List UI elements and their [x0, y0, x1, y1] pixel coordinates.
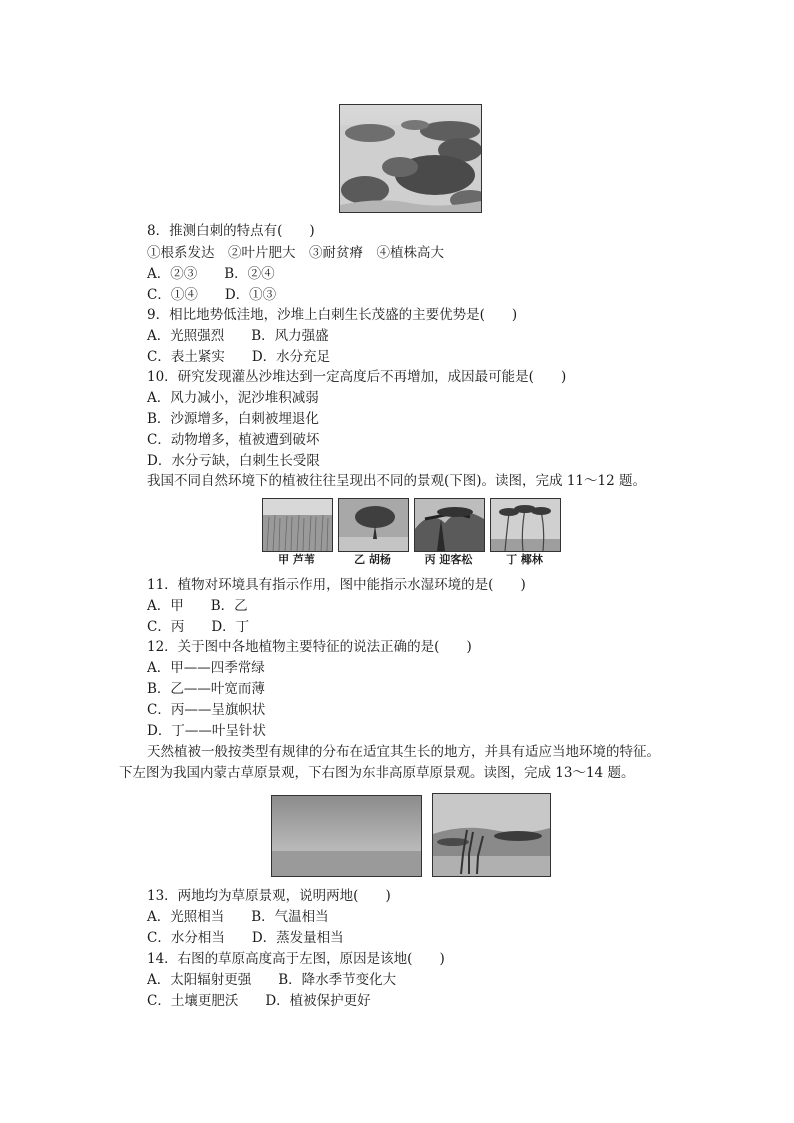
q12-option-b: B．乙——叶宽而薄	[147, 681, 265, 697]
q13-options-ab: A．光照相当 B．气温相当	[147, 909, 329, 925]
caption-reed: 甲 芦苇	[278, 553, 315, 566]
q8-stem: 8．推测白刺的特点有( )	[147, 223, 315, 239]
q8-options-ab: A．②③ B．②④	[147, 266, 275, 282]
populus-photo	[338, 498, 409, 552]
q8-items: ①根系发达 ②叶片肥大 ③耐贫瘠 ④植株高大	[147, 245, 444, 261]
q13-options-cd: C．水分相当 D．蒸发量相当	[147, 930, 344, 946]
intro-13-14-line1: 天然植被一般按类型有规律的分布在适宜其生长的地方，并具有适应当地环境的特征。	[147, 744, 660, 760]
q10-option-d: D．水分亏缺，白刺生长受限	[147, 453, 320, 469]
q12-option-a: A．甲——四季常绿	[147, 660, 265, 676]
q10-stem: 10．研究发现灌丛沙堆达到一定高度后不再增加，成因最可能是( )	[147, 369, 567, 385]
q10-option-b: B．沙源增多，白刺被埋退化	[147, 411, 319, 427]
q9-options-cd: C．表土紧实 D．水分充足	[147, 349, 331, 365]
q9-options-ab: A．光照强烈 B．风力强盛	[147, 328, 329, 344]
q12-option-d: D．丁——叶呈针状	[147, 723, 266, 739]
caption-pine: 丙 迎客松	[424, 553, 473, 566]
q14-options-ab: A．太阳辐射更强 B．降水季节变化大	[147, 972, 397, 988]
pine-photo	[414, 498, 485, 552]
q13-stem: 13．两地均为草原景观，说明两地( )	[147, 888, 391, 904]
shrub-dune-photo	[339, 104, 482, 213]
q14-stem: 14．右图的草原高度高于左图，原因是该地( )	[147, 951, 445, 967]
q9-stem: 9．相比地势低洼地，沙堆上白刺生长茂盛的主要优势是( )	[147, 307, 518, 323]
q11-options-cd: C．丙 D．丁	[147, 619, 250, 635]
inner-mongolia-grassland-photo	[271, 795, 422, 877]
q12-option-c: C．丙——呈旗帜状	[147, 702, 266, 718]
caption-palm: 丁 椰林	[506, 553, 543, 566]
q10-option-c: C．动物增多，植被遭到破坏	[147, 432, 320, 448]
palm-photo	[490, 498, 561, 552]
q8-options-cd: C．①④ D．①③	[147, 287, 277, 303]
reed-photo	[262, 498, 333, 552]
caption-populus: 乙 胡杨	[354, 553, 391, 566]
q14-options-cd: C．土壤更肥沃 D．植被保护更好	[147, 993, 371, 1009]
q11-stem: 11．植物对环境具有指示作用，图中能指示水湿环境的是( )	[147, 577, 526, 593]
intro-11-12: 我国不同自然环境下的植被往往呈现出不同的景观(下图)。读图，完成 11～12 题。	[147, 473, 646, 489]
q12-stem: 12．关于图中各地植物主要特征的说法正确的是( )	[147, 639, 472, 655]
intro-13-14-line2: 下左图为我国内蒙古草原景观，下右图为东非高原草原景观。读图，完成 13～14 题。	[119, 765, 635, 781]
q11-options-ab: A．甲 B．乙	[147, 598, 248, 614]
q10-option-a: A．风力减小，泥沙堆积减弱	[147, 390, 319, 406]
east-africa-grassland-photo	[432, 793, 551, 877]
